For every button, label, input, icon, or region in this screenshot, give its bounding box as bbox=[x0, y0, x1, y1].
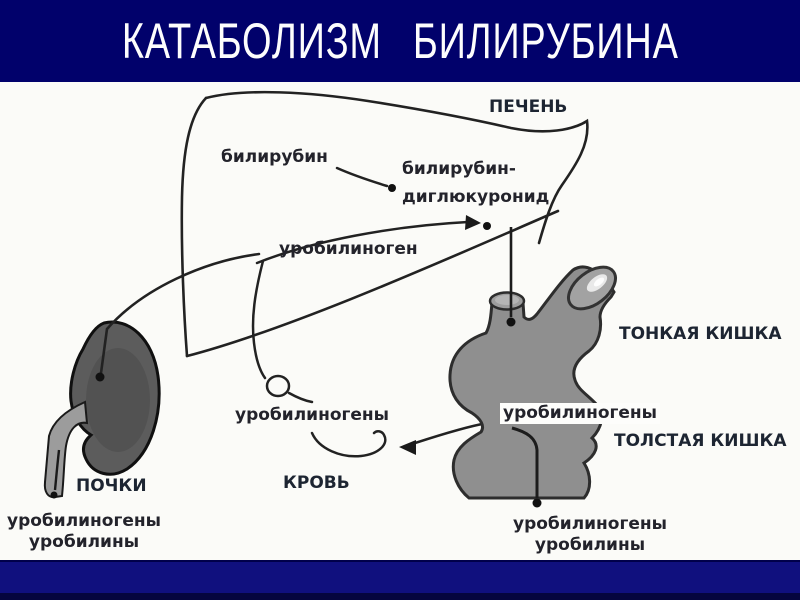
urine-products-label bbox=[2, 511, 166, 553]
duct-junction-dot bbox=[483, 222, 491, 230]
slide-title: КАТАБОЛИЗМ БИЛИРУБИНА bbox=[121, 13, 679, 69]
feces-products-label bbox=[500, 514, 680, 556]
urine-urobilinogens: уробилиногены bbox=[6, 511, 162, 531]
bilirubin-arrow bbox=[337, 168, 387, 186]
kidney-shading bbox=[86, 348, 150, 452]
feces-urobilins: уробилины bbox=[534, 535, 646, 555]
bile-endpoint-dot bbox=[507, 318, 516, 327]
urine-endpoint-dot bbox=[51, 492, 58, 499]
blood-arrowhead-icon bbox=[399, 440, 416, 455]
footer-bar bbox=[0, 560, 800, 600]
feces-endpoint-dot bbox=[533, 499, 542, 508]
bilirubin-diglucuronide-line2: диглюкуронид bbox=[402, 187, 550, 207]
liver-outline bbox=[182, 92, 588, 356]
blood-urobilinogens-label: уробилиногены bbox=[235, 405, 390, 425]
kidney-endpoint-dot bbox=[96, 373, 105, 382]
blood-label: КРОВЬ bbox=[283, 473, 350, 493]
large-intestine-label: ТОЛСТАЯ КИШКА bbox=[614, 431, 787, 451]
urobilinogen-label: уробилиноген bbox=[279, 239, 418, 259]
bilirubin-diglucuronide-label bbox=[402, 155, 549, 211]
feces-urobilinogens: уробилиногены bbox=[512, 514, 668, 534]
intestine-urobilinogens-label: уробилиногены bbox=[500, 403, 660, 424]
blood-circulation-hook bbox=[312, 431, 385, 456]
kidneys-label: ПОЧКИ bbox=[76, 476, 147, 496]
bile-duct-opening-inner bbox=[495, 295, 519, 305]
bilirubin-diglucuronide-line1: билирубин- bbox=[402, 159, 516, 179]
duct-arrowhead-icon bbox=[465, 215, 481, 230]
urine-urobilins: уробилины bbox=[28, 532, 140, 552]
bilirubin-label: билирубин bbox=[221, 147, 328, 167]
small-intestine-label: ТОНКАЯ КИШКА bbox=[619, 324, 782, 344]
liver-label: ПЕЧЕНЬ bbox=[489, 97, 568, 117]
bilirubin-arrow-dot bbox=[388, 184, 396, 192]
